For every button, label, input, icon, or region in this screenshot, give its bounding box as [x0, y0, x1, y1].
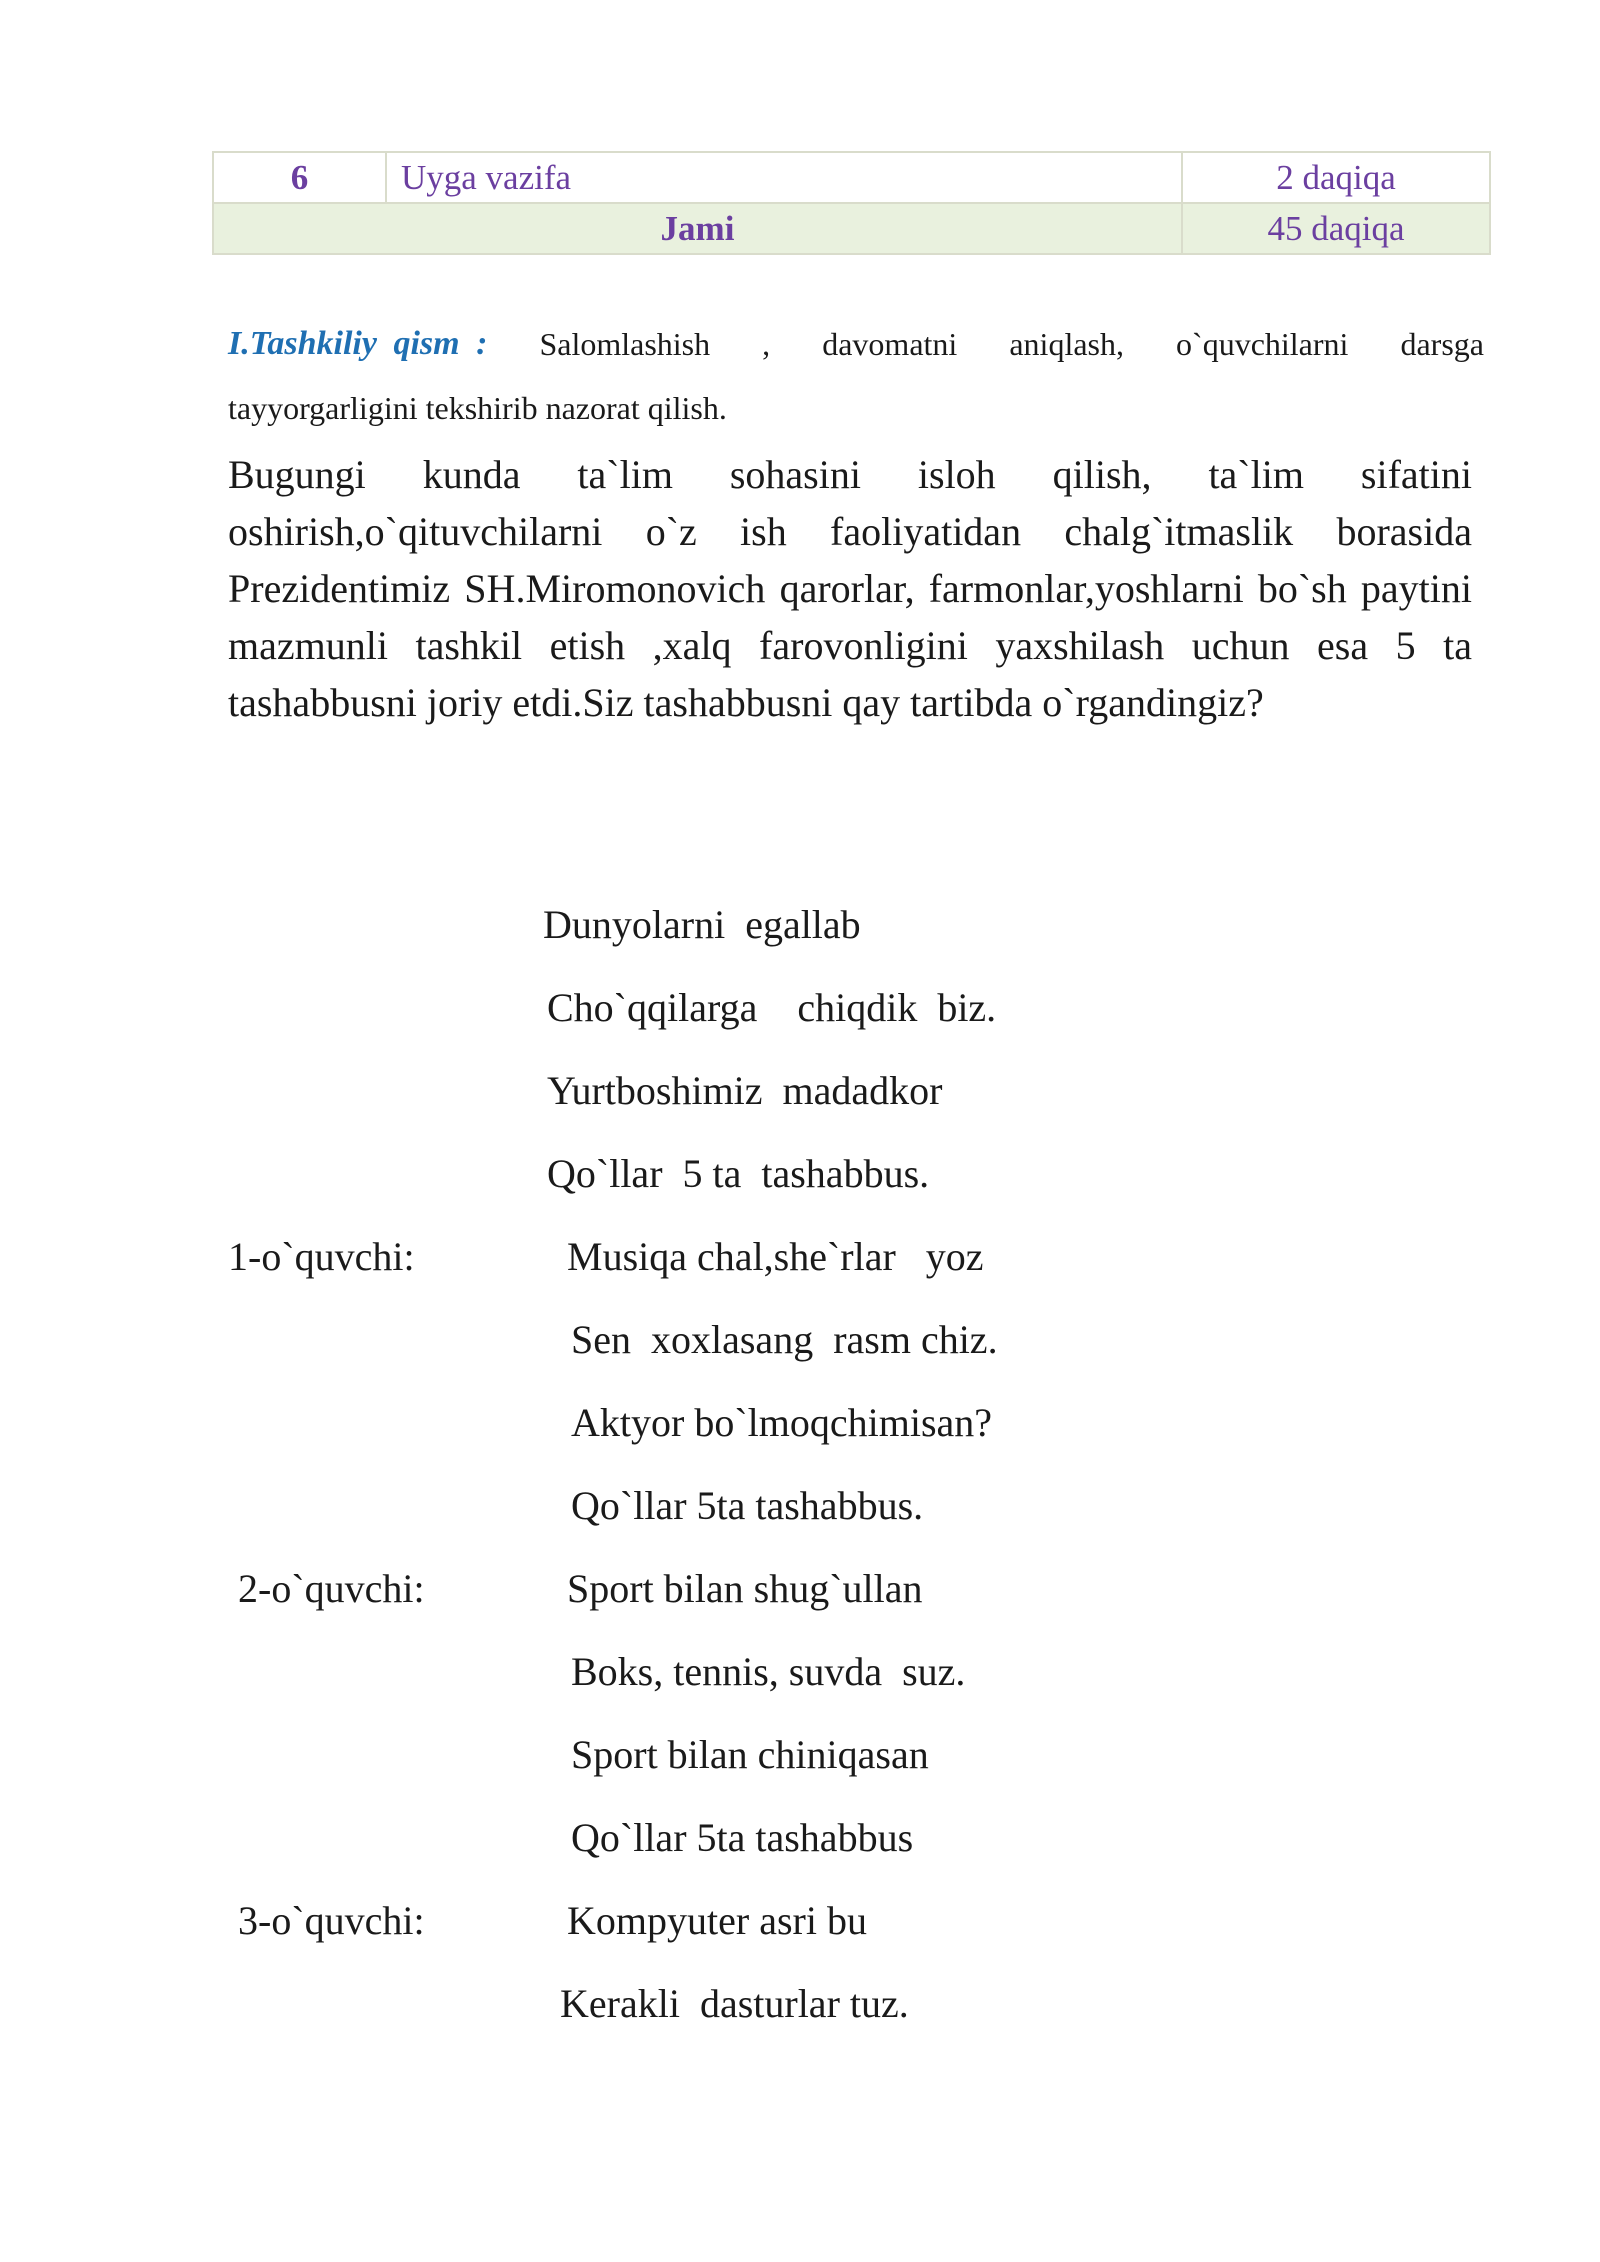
poem-line: Aktyor bo`lmoqchimisan? — [571, 1400, 993, 1445]
total-label: Jami — [213, 203, 1182, 254]
main-paragraph: Bugungi kunda ta`lim sohasini isloh qilish, ta`lim sifatini oshirish,o`qituvchilarni o`z ish faoliyatidan chalg`itmaslik borasida Prezidentimiz SH.Miromonovich qarorlar, farmonlar,yoshlarni bo`sh paytini mazmunli tashkil etish ,xalq farovonligini yaxshilash uchun esa 5 ta tashabbusni joriy etdi.Siz tashabbusni qay tartibda o`rgandingiz? — [228, 452, 1472, 725]
intro-line-2: tayyorgarligini tekshirib nazorat qilish. — [228, 390, 727, 426]
row-activity: Uyga vazifa — [386, 152, 1182, 203]
poem-line: Cho`qqilarga chiqdik biz. — [547, 985, 997, 1030]
poem-line: Boks, tennis, suvda suz. — [571, 1649, 966, 1694]
intro-word: Salomlashish — [539, 326, 711, 362]
poem-line: Kompyuter asri bu — [567, 1898, 867, 1943]
intro-word: aniqlash, — [1009, 326, 1124, 362]
poem-line: Musiqa chal,she`rlar yoz — [567, 1234, 984, 1279]
intro-word: , — [762, 326, 771, 362]
intro-line-1 — [228, 312, 1484, 376]
row-number: 6 — [213, 152, 386, 203]
poem-line: Yurtboshimiz madadkor — [547, 1068, 943, 1113]
poem-line: Dunyolarni egallab — [543, 902, 861, 947]
row-duration: 2 daqiqa — [1182, 152, 1490, 203]
table-total-row — [213, 203, 1490, 254]
intro-word: davomatni — [822, 326, 958, 362]
section-title: I.Tashkiliy qism : — [228, 325, 488, 362]
poem-line: Qo`llar 5ta tashabbus — [571, 1815, 914, 1860]
speaker-label: 2-o`quvchi: — [238, 1566, 425, 1611]
poem-line: Qo`llar 5 ta tashabbus. — [547, 1151, 930, 1196]
poem-line: Qo`llar 5ta tashabbus. — [571, 1483, 924, 1528]
poem-line: Sport bilan shug`ullan — [567, 1566, 923, 1611]
speaker-label: 1-o`quvchi: — [228, 1234, 415, 1279]
intro-word: darsga — [1400, 326, 1484, 362]
intro-word: o`quvchilarni — [1176, 326, 1349, 362]
poem-line: Kerakli dasturlar tuz. — [560, 1981, 909, 2026]
speaker-label: 3-o`quvchi: — [238, 1898, 425, 1943]
poem-line: Sen xoxlasang rasm chiz. — [571, 1317, 998, 1362]
poem-line: Sport bilan chiniqasan — [571, 1732, 929, 1777]
lesson-plan-table — [212, 151, 1491, 255]
table-row — [213, 152, 1490, 203]
total-duration: 45 daqiqa — [1182, 203, 1490, 254]
